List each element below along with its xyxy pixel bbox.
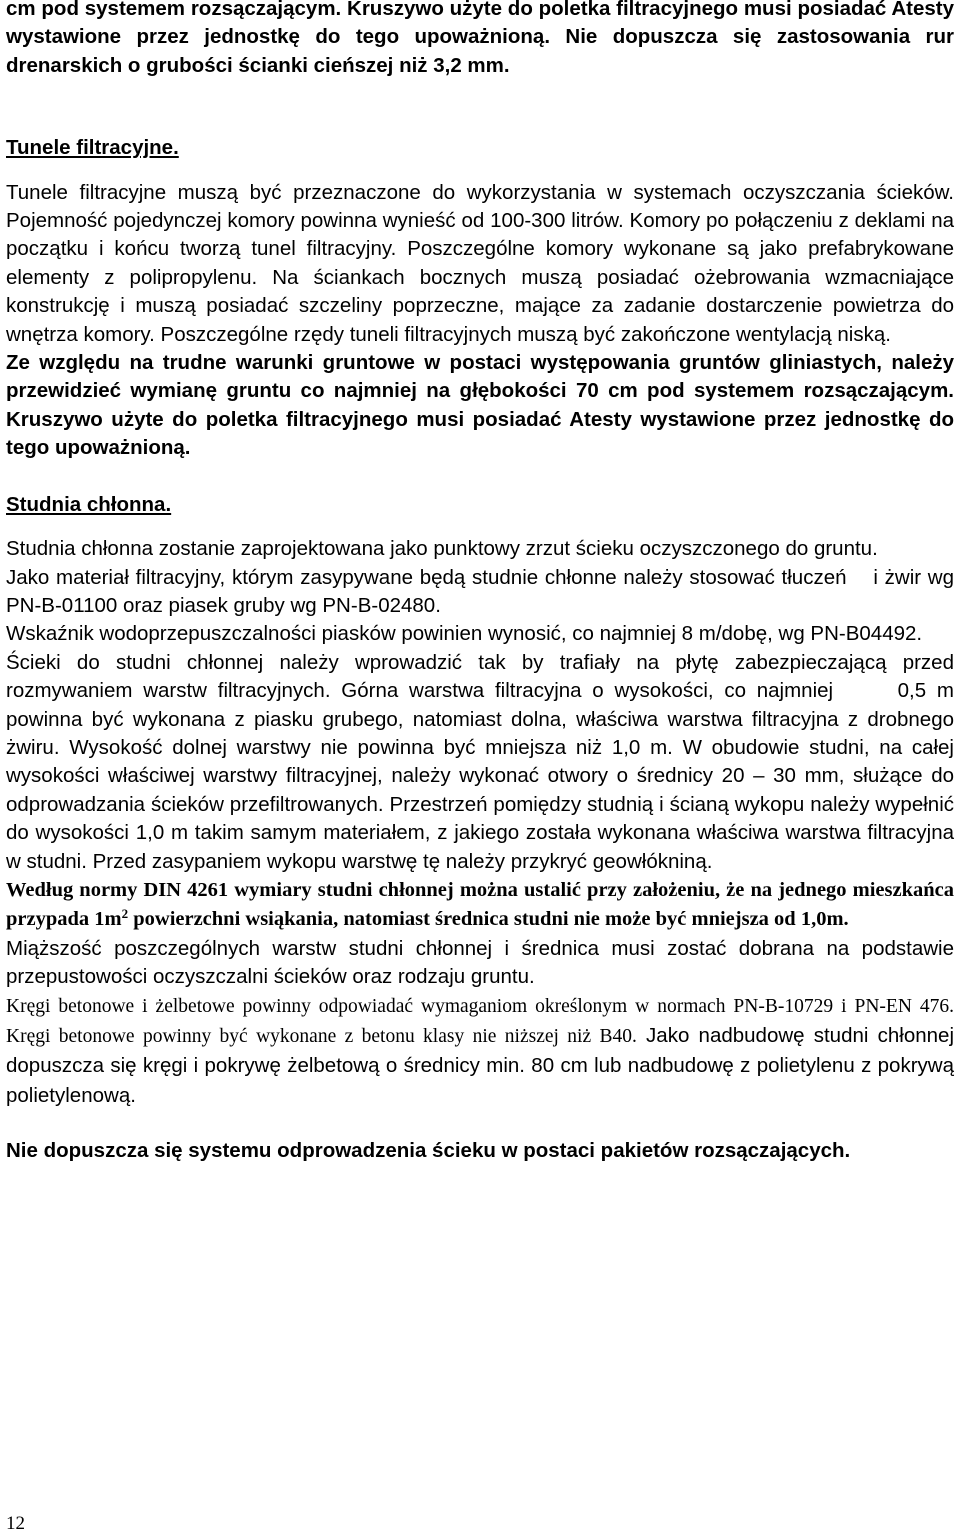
final-bold-paragraph: Nie dopuszcza się systemu odprowadzenia ścieku w postaci pakietów rozsączających.: [6, 1138, 851, 1162]
tunele-body-paragraph: Tunele filtracyjne muszą być przeznaczone do wykorzystania w systemach oczyszczania ścieków. Pojemność pojedynczej komory powinna wynieść od 100-300 litrów. Komory po połączeniu z deklami na początku i końcu tworzą tunel filtracyjny. Poszczególne komory wykonane są jako prefabrykowane elementy z polipropylenu. Na ściankach bocznych muszą posiadać ożebrowania wzmacniające konstrukcję i muszą posiadać szczeliny poprzeczne, mające za zadanie dostarczenie powietrza do wnętrza komory. Poszczególne rzędy tuneli filtracyjnych muszą być zakończone wentylacją niską.: [6, 180, 954, 346]
section-heading-tunele: Tunele filtracyjne.: [6, 136, 179, 160]
document-page: [6, 0, 960, 1165]
page-number: 12: [6, 1513, 25, 1534]
studnia-paragraph-3: Wskaźnik wodoprzepuszczalności piasków powinien wynosić, co najmniej 8 m/dobę, wg PN-B04492.: [6, 622, 923, 646]
studnia-paragraph-2: Jako materiał filtracyjny, którym zasypywane będą studnie chłonne należy stosować tłuczeń i żwir wg PN-B-01100 oraz piasek gruby wg PN-B-02480.: [6, 565, 960, 617]
din-norm-paragraph: [6, 876, 954, 935]
din-text-after: powierzchni wsiąkania, natomiast średnica studni nie może być mniejsza od 1,0m.: [128, 908, 849, 931]
din-text-before: Według normy DIN 4261 wymiary studni chłonnej można ustalić przy założeniu, że na jednego mieszkańca przypada 1m: [6, 878, 954, 931]
nadbudowa-sans-text: Jako nadbudowę studni chłonnej dopuszcza się kręgi i pokrywę żelbetową o średnicy min. 80 cm lub nadbudowę z polietylenu z pokrywą polietylenową.: [6, 1023, 954, 1107]
intro-bold-paragraph: cm pod systemem rozsączającym. Kruszywo użyte do poletka filtracyjnego musi posiadać Atesty wystawione przez jednostkę do tego upoważnioną. Nie dopuszcza się zastosowania rur drenarskich o grubości ścianki cieńszej niż 3,2 mm.: [6, 0, 954, 77]
section-heading-studnia: Studnia chłonna.: [6, 492, 172, 516]
tunele-bold-paragraph: Ze względu na trudne warunki gruntowe w postaci występowania gruntów gliniastych, należy przewidzieć wymianę gruntu co najmniej na głębokości 70 cm pod systemem rozsączającym. Kruszywo użyte do poletka filtracyjnego musi posiadać Atesty wystawione przez jednostkę do tego upoważnioną.: [6, 351, 954, 460]
studnia-paragraph-5: Miąższość poszczególnych warstw studni chłonnej i średnica musi zostać dobrana na podstawie przepustowości oczyszczalni ścieków oraz rodzaju gruntu.: [6, 936, 954, 989]
studnia-paragraph-6: [6, 992, 954, 1111]
din-superscript: 2: [121, 906, 129, 922]
studnia-paragraph-4: Ścieki do studni chłonnej należy wprowadzić tak by trafiały na płytę zabezpieczającą przed rozmywaniem warstw filtracyjnych. Górna warstwa filtracyjna o wysokości, co najmniej 0,5 m powinna być wykonana z piasku grubego, natomiast dolna, właściwa warstwa filtracyjna z drobnego żwiru. Wysokość dolnej warstwy nie powinna być mniejsza niż 1,0 m. W obudowie studni, na całej wysokości właściwej warstwy filtracyjnej, należy wykonać otwory o średnicy 20 – 30 mm, służące do odprowadzania ścieków przefiltrowanych. Przestrzeń pomiędzy studnią i ścianą wykopu należy wypełnić do wysokości 1,0 m takim samym materiałem, z jakiego została wykonana właściwa warstwa filtracyjna w studni. Przed zasypaniem wykopu warstwę tę należy przykryć geowłókniną.: [6, 650, 960, 873]
studnia-paragraph-1: Studnia chłonna zostanie zaprojektowana jako punktowy zrzut ścieku oczyszczonego do gruntu.: [6, 537, 878, 561]
kregi-serif-text: Kręgi betonowe i żelbetowe powinny odpowiadać wymaganiom określonym w normach PN-B-10729 i PN-EN 476. Kręgi betonowe powinny być wykonane z betonu klasy nie niższej niż B40.: [6, 995, 954, 1047]
